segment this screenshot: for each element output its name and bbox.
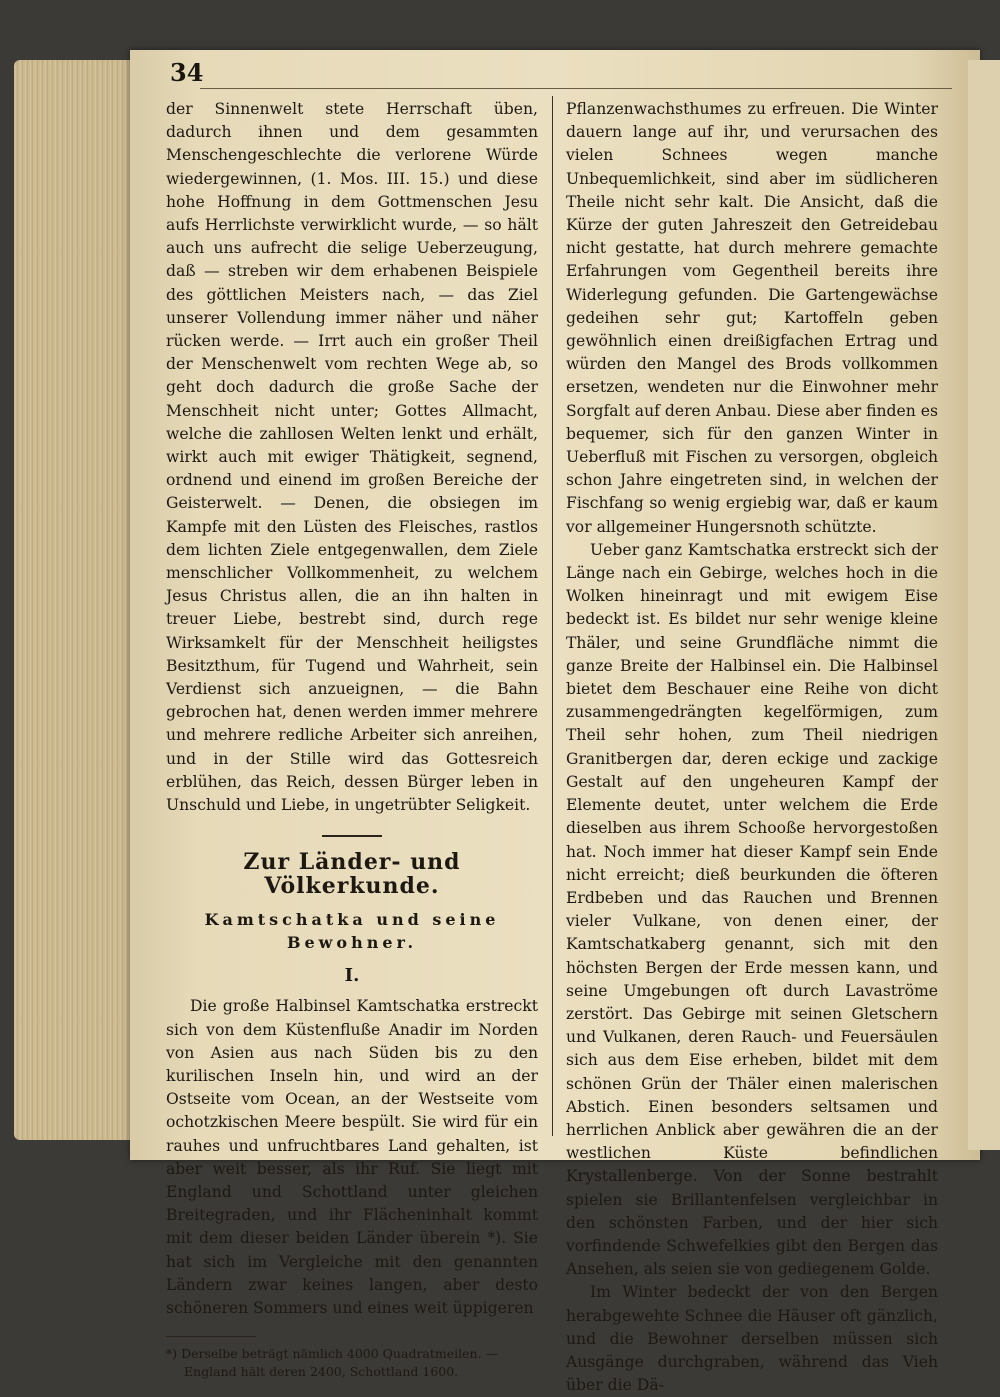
article-title: Kamtschatka und seine Bewohner.	[204, 909, 500, 952]
footnote-line: England hält deren 2400, Schottland 1600.	[184, 1364, 459, 1380]
article-paragraph: Pflanzenwachsthumes zu erfreuen. Die Winter dauern lange auf ihr, und verursachen des vielen Schnees wegen manche Unbequemlichkeit, sind aber im südlicheren Theile nicht sehr kalt. Die Ansicht, daß die Kürze der guten Jahreszeit den Getreidebau nicht gestatte, hat durch mehrere gemachte Erfahrungen vom Gegentheil bereits ihre Widerlegung gefunden. Die Gartengewächse gedeihen sehr gut; Kartoffeln geben gewöhnlich einen dreißigfachen Ertrag und würden den Mangel des Brods vollkommen ersetzen, wendeten nur die Einwohner mehr Sorgfalt auf deren Anbau. Diese aber finden es bequemer, sich für den ganzen Winter in Ueberfluß mit Fischen zu versorgen, obgleich schon Jahre eingetreten sind, in welchen der Fischfang so wenig ergiebig war, daß er kaum vor allgemeiner Hungersnoth schützte.	[566, 100, 938, 536]
part-number: I.	[344, 965, 360, 987]
continued-paragraph: der Sinnenwelt stete Herrschaft üben, dadurch ihnen und dem gesammten Menschengeschlechte die verlorene Würde wiedergewinnen, (1. Mos. III. 15.) und diese hohe Hoffnung in dem Gottmenschen Jesu aufs Herrlichste verwirklicht wurde, — so hält auch uns aufrecht die selige Ueberzeugung, daß — streben wir dem erhabenen Beispiele des göttlichen Meisters nach, — das Ziel unserer Vollendung immer näher und näher rücken werde. — Irrt auch ein großer Theil der Menschenwelt vom rechten Wege ab, so geht doch dadurch die große Sache der Menschheit nicht unter; Gottes Allmacht, welche die zahllosen Welten lenkt und erhält, wirkt auch mit ewiger Thätigkeit, segnend, ordnend und einend im großen Bereiche der Geisterwelt. — Denen, die obsiegen im Kampfe mit den Lüsten des Fleisches, rastlos dem lichten Ziele entgegenwallen, dem Ziele menschlicher Vollkommenheit, zu welchem Jesus Christus allen, die an ihn halten in treuer Liebe, bestrebt sind, durch rege Wirksamkelt für der Menschheit heiligstes Besitzthum, für Tugend und Wahrheit, sein Verdienst sich anzueignen, — die Bahn gebrochen hat, denen werden immer mehrere und mehrere redliche Arbeiter sich anreihen, und in der Stille wird das Gottesreich erblühen, das Reich, dessen Bürger leben in Unschuld und Liebe, in ungetrübter Seligkeit.	[166, 100, 538, 815]
header-rule	[200, 88, 952, 89]
article-paragraph: Im Winter bedeckt der von den Bergen herabgewehte Schnee die Häuser oft gänzlich, und die Bewohner derselben müssen sich Ausgänge durchgraben, während das Vieh über die Dä-	[566, 1283, 938, 1395]
article-paragraph: Ueber ganz Kamtschatka erstreckt sich der Länge nach ein Gebirge, welches hoch in die Wolken hineinragt und mit ewigem Eise bedeckt ist. Es bildet nur sehr wenige kleine Thäler, und seine Grundfläche nimmt die ganze Breite der Halbinsel ein. Die Halbinsel bietet dem Beschauer eine Reihe von dicht zusammengedrängten kegelförmigen, zum Theil sehr hohen, zum Theil niedrigen Granitbergen dar, deren eckige und zackige Gestalt auf den ungeheuren Kampf der Elemente deutet, unter welchem die Erde dieselben aus ihrem Schooße hervorgestoßen hat. Noch immer hat dieser Kampf sein Ende nicht erreicht; dieß beurkunden die öfteren Erdbeben und das Rauchen und Brennen vieler Vulkane, von denen einer, der Kamtschatkaberg genannt, sich mit den höchsten Bergen der Erde messen kann, und seine Umgebungen oft durch Lavaströme zerstört. Das Gebirge mit seinen Gletschern und Vulkanen, deren Rauch- und Feuersäulen sich aus dem Eise erheben, bildet mit dem schönen Grün der Thäler einen malerischen Abstich. Einen besonders seltsamen und herrlichen Anblick aber gewähren die an der westlichen Küste befindlichen Krystallenberge. Von der Sonne bestrahlt spielen sie Brillantenfelsen vergleichbar in den schönsten Farben, und der hier sich vorfindende Schwefelkies gibt den Bergen das Ansehen, als seien sie von gediegenem Golde.	[566, 540, 938, 1279]
section-separator	[322, 835, 382, 837]
footnote-rule	[166, 1336, 256, 1337]
facing-page-edge	[968, 60, 1000, 1150]
right-column	[566, 98, 938, 1397]
column-divider	[552, 96, 553, 1136]
section-title: Zur Länder- und Völkerkunde.	[243, 849, 461, 899]
book-page-edges	[14, 60, 144, 1140]
article-paragraph: Die große Halbinsel Kamtschatka erstreckt sich von dem Küstenfluße Anadir im Norden von Asien aus nach Süden bis zu den kurilischen Inseln hin, und wird an der Ostseite vom Ocean, an der Westseite vom ochotzkischen Meere bespült. Sie wird für ein rauhes und unfruchtbares Land gehalten, ist aber weit besser, als ihr Ruf. Sie liegt mit England und Schottland unter gleichen Breitegraden, und ihr Flächeninhalt kommt mit dem dieser beiden Länder überein *). Sie hat sich im Vergleiche mit den genannten Ländern zwar keines langen, aber desto schöneren Sommers und eines weit üppigeren	[166, 997, 538, 1317]
footnote-line: *) Derselbe beträgt nämlich 4000 Quadratmeilen. —	[166, 1346, 499, 1362]
left-column	[166, 98, 538, 1381]
page-number: 34	[170, 58, 204, 87]
